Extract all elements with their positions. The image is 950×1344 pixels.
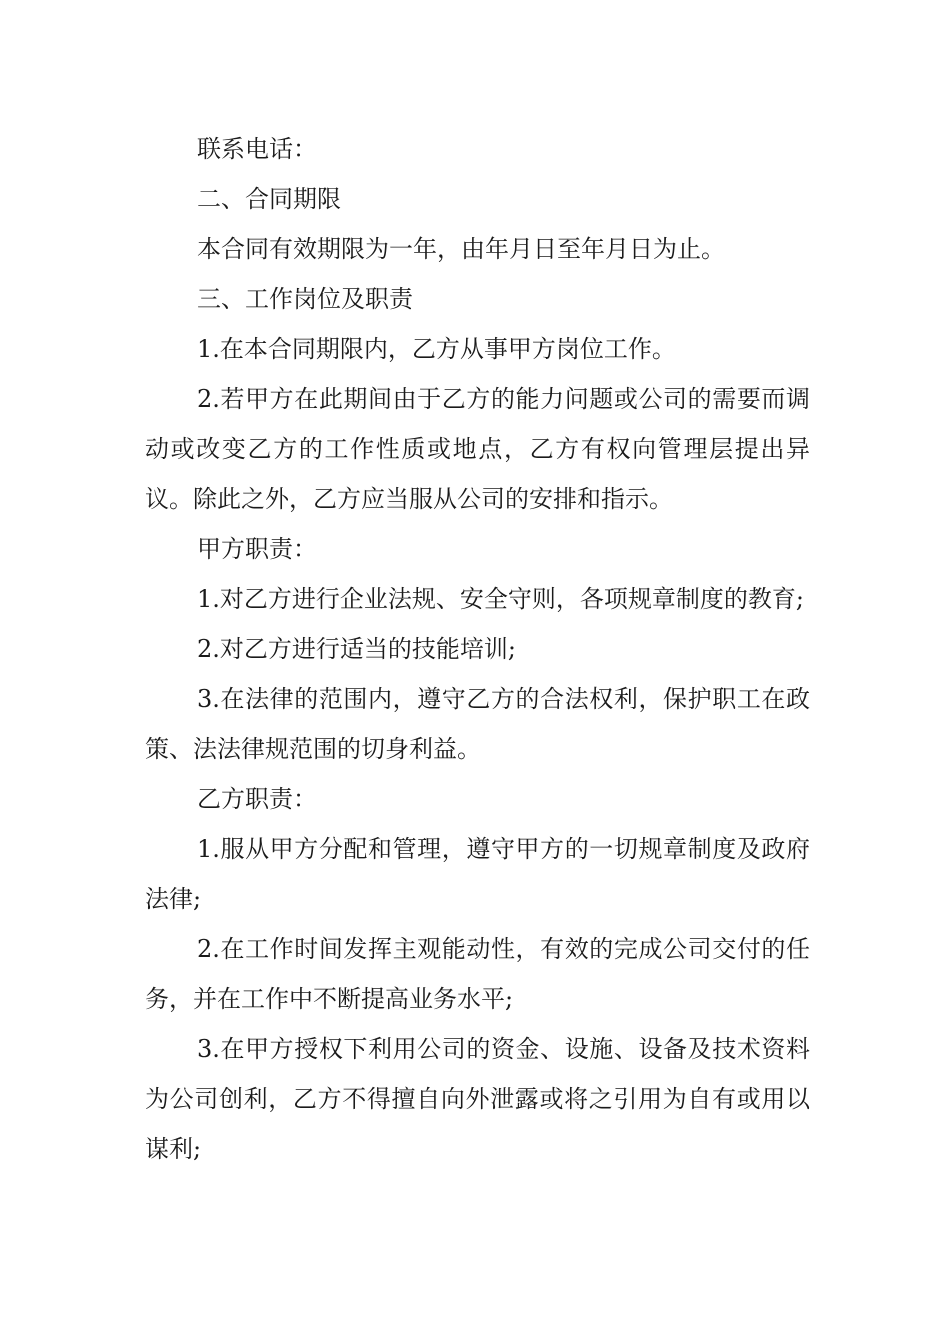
party-a-duties-heading: 甲方职责： xyxy=(197,535,317,563)
party-b-duty-3: 3.在甲方授权下利用公司的资金、设施、设备及技术资料为公司创利，乙方不得擅自向外泄露或将之引用为自有或用以谋利; xyxy=(145,1035,810,1163)
party-a-duty-2: 2.对乙方进行适当的技能培训; xyxy=(197,635,516,663)
party-a-duty-3: 3.在法律的范围内，遵守乙方的合法权利，保护职工在政策、法法律规范围的切身利益。 xyxy=(145,685,810,763)
contract-term-text: 本合同有效期限为一年，由年月日至年月日为止。 xyxy=(197,235,725,263)
section-heading-contract-term: 二、合同期限 xyxy=(197,185,341,213)
party-b-duty-1: 1.服从甲方分配和管理，遵守甲方的一切规章制度及政府法律; xyxy=(145,835,810,913)
position-clause-2: 2.若甲方在此期间由于乙方的能力问题或公司的需要而调动或改变乙方的工作性质或地点，乙方有权向管理层提出异议。除此之外，乙方应当服从公司的安排和指示。 xyxy=(145,385,810,513)
party-b-duty-2: 2.在工作时间发挥主观能动性，有效的完成公司交付的任务，并在工作中不断提高业务水平; xyxy=(145,935,810,1013)
party-a-duty-1: 1.对乙方进行企业法规、安全守则，各项规章制度的教育; xyxy=(197,585,804,613)
party-b-duties-heading: 乙方职责： xyxy=(197,785,317,813)
position-clause-1: 1.在本合同期限内，乙方从事甲方岗位工作。 xyxy=(197,335,676,363)
contact-phone-line: 联系电话： xyxy=(197,135,317,163)
document-page xyxy=(145,124,810,1174)
section-heading-position-duties: 三、工作岗位及职责 xyxy=(197,285,413,313)
